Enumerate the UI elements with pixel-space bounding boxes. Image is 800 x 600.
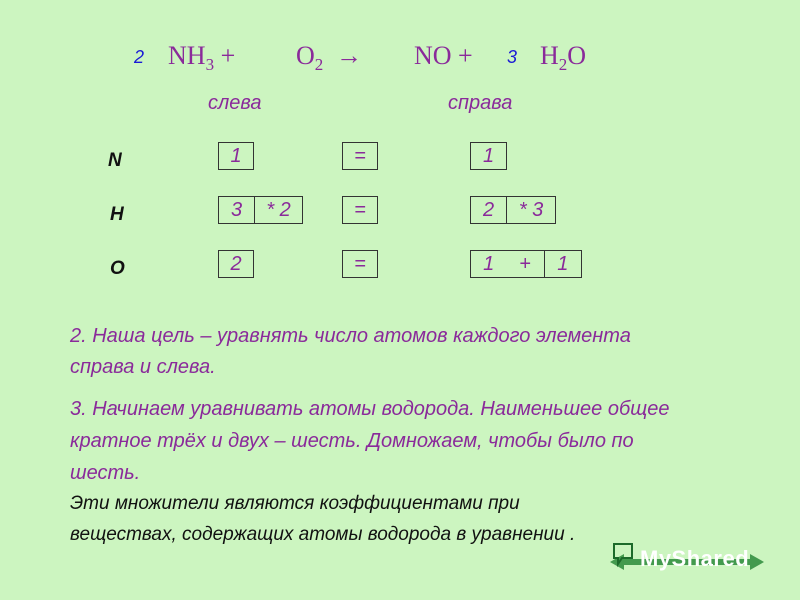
h-right-box [470,196,556,224]
n-left-box [218,142,254,170]
o-equals-sign: = [354,252,366,275]
o-right-box [470,250,582,278]
o-right-plus: + [519,252,531,275]
h2o-sub: 2 [558,55,568,75]
o-right-value-2: 1 [544,251,581,277]
h-left-box [218,196,303,224]
n-left-value: 1 [230,144,242,167]
o2-base: O [296,41,315,70]
coefficient-nh3: 2 [134,47,145,67]
paragraph-hydrogen-line-3: шесть. [70,462,141,484]
nh3-sub: 3 [205,55,215,75]
h2o-h: H [540,41,559,70]
element-n-label: N [108,150,122,171]
nh3-plus: + [214,41,236,70]
o-equals-box [342,250,378,278]
paragraph-goal [70,321,770,383]
formula-no: NO + [414,41,473,70]
n-right-value: 1 [482,144,495,167]
paragraph-coefficients-line-2: веществах, содержащих атомы водорода в уравнении . [70,524,576,545]
paragraph-coefficients-line-1: Эти множители являются коэффициентами при [70,493,520,514]
h-right-multiplier: * 3 [506,197,555,223]
element-h-label: H [110,204,124,225]
o-left-value: 2 [230,252,242,275]
nh3-base: NH [168,41,206,70]
n-right-box [470,142,507,170]
reaction-arrow: → [336,41,362,70]
formula-nh3 [168,41,235,75]
o2-sub: 2 [314,55,324,75]
myshared-watermark [610,540,770,580]
formula-o2 [296,41,323,75]
paragraph-hydrogen-line-1: 3. Начинаем уравнивать атомы водорода. Наименьшее общее [70,398,670,420]
element-o-label: O [110,258,125,279]
h-left-multiplier: * 2 [254,197,302,223]
o-left-box [218,250,254,278]
coefficient-h2o: 3 [507,47,518,67]
paragraph-hydrogen-line-2: кратное трёх и двух – шесть. Домножаем, чтобы было по [70,430,634,452]
right-side-label: справа [448,92,513,114]
h-equals-sign: = [354,198,366,221]
h2o-o: O [567,41,587,70]
left-side-label: слева [208,92,262,114]
watermark-text: MyShared [640,546,750,571]
paragraph-goal-line-1: 2. Наша цель – уравнять число атомов каждого элемента [70,325,631,347]
h-equals-box [342,196,378,224]
h-right-value: 2 [483,198,495,221]
h-left-value: 3 [231,198,243,221]
n-equals-sign: = [354,144,366,167]
paragraph-hydrogen [70,393,780,489]
o-right-value-1: 1 [483,252,495,275]
paragraph-goal-line-2: справа и слева. [70,356,216,378]
n-equals-box [342,142,378,170]
formula-h2o [540,41,586,75]
